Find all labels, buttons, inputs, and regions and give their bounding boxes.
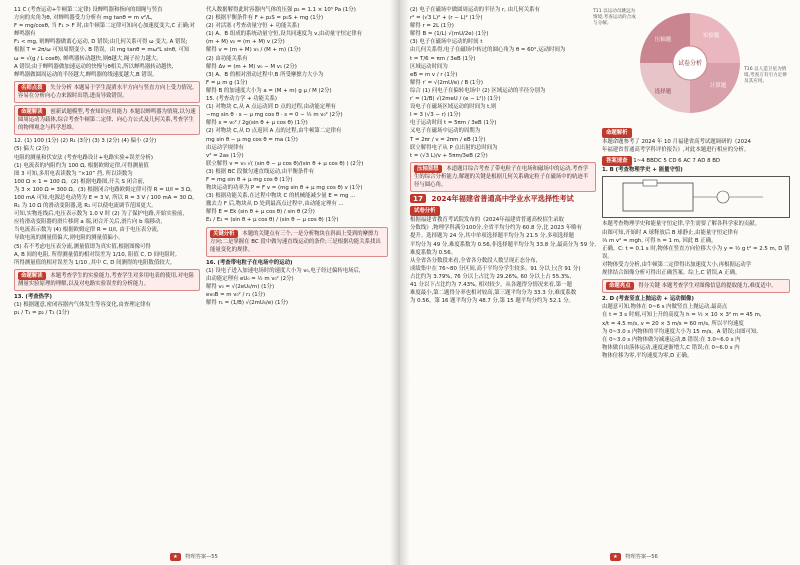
text-line: (1) 电流表的内阻约为 100 Ω, 根据欧姆定律,可得测量值 <box>14 162 149 169</box>
text-line: 解得 v₀ = √(2eU₀/m) (1分) <box>206 284 275 291</box>
mindmap-node: 选择题 <box>654 89 672 95</box>
text-line: ev₀B = m v₀² / r₁ (1分) <box>206 292 266 299</box>
text-line: 解得 r′ = √(2mU/e) / B (1分) <box>410 79 483 86</box>
section-title <box>410 195 596 203</box>
circuit-diagram <box>602 176 790 218</box>
text-line: 物体做自由落体运动,速度逐渐增大,C 错误;在 0~6.0 s 内 <box>602 344 740 351</box>
intro-badge: 命题解析 <box>602 128 632 138</box>
text-line: E₁ / E₂ = (sin θ + μ cos θ) / (sin θ − μ cos θ) (1分) <box>206 217 339 224</box>
q1-heading: 1. B (考查物理学史 + 能量守恒) <box>602 167 683 174</box>
text-line: 可知,实物连线后,电压表示数为 1.0 V 时 (2) 为了保护电路,开始实验前, <box>14 211 185 218</box>
text-line: r′ = (1/B) √(2meU / (e − L²)) (1分) <box>410 96 501 103</box>
text-line: 12. (1) 100 (1分) (2) R₁ (3分) (3) 3 (2分) (4) 偏小 (2分) <box>14 138 157 145</box>
mindmap-node: 压轴题 <box>654 37 672 43</box>
answer-key: 1~4 BBDC 5 CD 6 AC 7 AD 8 BD <box>633 158 721 165</box>
text-line: A, B 间的电阻, 所得测量值的相对误差为 1/10, 阻值 C, D 间电阻时, <box>14 251 177 258</box>
text-line: 综合 (1) 问电子在偏转电场中 (2) 区域运动的半径分别为 <box>410 87 546 94</box>
text-line: 在 t = 3 s 时刻,可知上升的高度为 h = ½ × 10 × 3² m = 45 m, <box>602 312 762 319</box>
text-line: 规律结合图像分析可得出正确答案。综上,C 错误,A 正确。 <box>602 270 741 277</box>
text-line: 由几何关系得,电子在磁场中转过的圆心角为 θ = 60°,运动时间为 <box>410 47 566 54</box>
text-line: (2) 根据平衡条件有 F + p₂S = p₀S + mg (1分) <box>206 15 324 22</box>
mindmap-center: 试卷分析 <box>677 60 703 67</box>
text-line: 解得 E = Ek (sin θ + μ cos θ) / sin θ (2分) <box>206 209 315 216</box>
tip-badge: 名师点拨 <box>18 84 46 92</box>
tip-badge: 关键分析 <box>210 230 238 238</box>
text-line: 由题意可知,物体在 0~6 s 内做竖直上抛运动,最高点 <box>602 304 728 311</box>
text-line: (3) A、B 的相对滑动过程中,B 所受摩擦力大小为 <box>206 71 324 78</box>
publisher-logo: ★ <box>170 553 181 561</box>
text-line: 图 3 可知,多用电表读数为 “×10” 挡, 所以读数为 <box>14 170 133 177</box>
text-line: 成绩集中在 76~80 分区间,高于平均分学生较多。91 分以上(含 91 分) <box>410 265 581 272</box>
text-line: 为 3 × 100 Ω = 300 Ω。(3) 根据闭合电路欧姆定律可得 R = U/I = 3 Ω。 <box>14 186 196 193</box>
text-line: 电子运动时间 t = 5πm / 3eB (1分) <box>410 120 497 127</box>
text-line: F = mg sin θ + μ mg cos θ (1分) <box>206 176 293 183</box>
mindmap-graphic <box>593 5 788 123</box>
publisher-logo: ★ <box>610 553 621 561</box>
left-column-1 <box>14 6 200 317</box>
tip-badge: 命题解读 <box>18 272 46 280</box>
text-line: 解得 s = v₀² / 2g(sin θ + μ cos θ) (1分) <box>206 120 308 127</box>
text-line: 100 Ω × 1 = 100 Ω。(2) 根据电路图,开关 S 闭合前, <box>14 178 145 185</box>
text-line: 根据福建省教育考试院发布的《2024年福建省普通高校招生录取 <box>410 217 564 224</box>
q16-continued <box>410 6 596 160</box>
q13-heading: 13. (考查热学) <box>14 294 52 300</box>
text-line: 提升。选择题为 24 分,其中单项选择题平均分为 21.5 分,多项选择题 <box>410 233 574 240</box>
text-line: 为 0.56。第 16 题平均分为 48.7 分,第 15 题平均分约为 52.1 分。 <box>410 298 574 305</box>
tip-text: 创新试题模型,考查知识应用能力 本题以蝉鸣器为情境,以匀速圆周运动为载体,综合考查牛顿第二定律、向心力公式及几何关系,考查学生的物理观念与科学思维。 <box>18 109 196 132</box>
text-line: 物体位移为零,平均速度为零,D 正确。 <box>602 352 693 359</box>
page-number: 物理答案—55 <box>185 554 218 560</box>
text-line: 由图可知,开始时 A 球释放后 B 球静止,由能量守恒定律有 <box>602 229 739 236</box>
text-line: 本题考查物理学史和能量守恒定律,学生需要了解各科学家的贡献。 <box>602 221 761 228</box>
text-line: T = 2πr / v = 2πm / eB (1分) <box>410 136 486 143</box>
text-line: (3) 电子在磁场中运动的时间 t <box>410 39 483 46</box>
circuit-svg <box>603 177 789 217</box>
q1-answer <box>602 220 790 260</box>
q11-answer <box>14 6 200 79</box>
text-line: 方向的夹角为θ, 对蝉鸣器受力分析有 mg tanθ = m v²/L, <box>14 15 153 22</box>
tip-text: 失分分析 本题易于学生混淆水平方向与竖直方向上受力情况,容易在分析向心力来源时出错,进而导致错误。 <box>18 84 194 99</box>
intro-text <box>602 138 790 154</box>
text-line: (1) 根据题意,密闭容器内气体发生等容变化,由查理定律有 <box>14 302 151 309</box>
tip-box <box>410 162 596 192</box>
text-line: (3) 根据功能关系,在过程中物块 C 的机械能减少量 E = mg ... <box>206 193 356 200</box>
text-line: R₁ 为 10 Ω 的滑动变阻器,选 R₁ 可以使电流调节范围更大。 <box>14 203 157 210</box>
exam-review <box>410 216 596 305</box>
text-line: 难度系数为 0.56。 <box>410 249 457 256</box>
page-footer <box>610 553 658 561</box>
text-line: 导致电流的测量值偏大,则电阻的测量值偏小。 <box>14 235 124 242</box>
mindmap-node: 实验题 <box>702 33 720 39</box>
text-line: 41 分以下占比约为 7.43%, 相对较少。从各题得分情况来看,第一题 <box>410 282 572 288</box>
text-line: 11 C (考查运动+牛顿第二定律) 设蝉鸣器和指向的细绳与竖直 <box>14 7 163 13</box>
tip-box <box>14 269 200 291</box>
text-line: F = μ m g (1分) <box>206 79 248 86</box>
text-line: −mg sin θ · s − μ mg cos θ · s = 0 − ½ m v₀² (2分) <box>206 112 343 119</box>
text-line: (5) 偏大 (2分) <box>14 146 49 153</box>
section-number: 17 <box>410 194 426 203</box>
q14-15-answer <box>206 6 388 225</box>
tip-text: 本题的关键点有三个,一是分析物块在斜面上受到的摩擦力方向;二是掌握在 BC 段中做匀速直线运动的条件;三是根据功能关系找出能量变化的规律。 <box>210 230 381 253</box>
tip-badge: 压轴猜想 <box>414 165 442 173</box>
tip-text: 本题考查学生的实验能力,考查学生对多用电表的使用,对电阻测量实验原理的理解,以及对电路实验误差的分析能力。 <box>18 272 194 287</box>
tip-badge: 命题解读 <box>18 108 46 116</box>
tip-text: 得分关键 本题考查学生对图像信息的提取能力,难度适中。 <box>638 283 777 290</box>
text-line: 由运动学规律有 <box>206 144 244 151</box>
tip-badge: 命题亮点 <box>606 282 634 290</box>
text-line: 平均分为 49 分,难度系数为 0.56,非选择题平均分为 33.8 分,最高分为 59 分, <box>410 241 596 248</box>
text-line: r² = (√3 L)² + (r − L)² (1分) <box>410 15 483 22</box>
text-line: 当电流表示数为 (4) 根据欧姆定律 R = U/I, 由于电压表分流, <box>14 227 159 234</box>
text-line: 解得 B 的加速度大小为 a = (M + m) g μ / M (2分) <box>206 87 332 94</box>
answer-badge: 答案速查 <box>602 156 632 166</box>
text-line: (2) 由功能关系有 <box>206 55 248 62</box>
text-line: v² = 2as (1分) <box>206 152 244 159</box>
text-line: (1) 设电子进入加速电场时的速度大小为 v₀,电子经过偏转电场后, <box>206 267 361 274</box>
text-line: 联立解得 v = v₀ √( (sin θ − μ cos θ)/(sin θ + μ cos θ) ) (2分) <box>206 160 364 167</box>
review-badge: 试卷分析 <box>410 206 440 216</box>
text-line: 联立解得电子从 P 点出射的总时间为 <box>410 144 498 151</box>
text-line: 由动能定理有 eU₀ = ½ m v₀² (2分) <box>206 276 294 282</box>
text-line: (m + M) v₀ = (m + M) v (2分) <box>206 39 285 46</box>
text-line: 蝉鸣器做圆周运动的半径越大,蝉鸣器的线速度越大,B 错误。 <box>14 71 158 78</box>
text-line: 区域运动时间为 <box>410 63 448 70</box>
q1-answer-tail <box>602 261 790 277</box>
text-line: x/t = 4.5 m/s, v = 20 × 3 m/s = 60 m/s, 所以平均速度 <box>602 320 744 327</box>
text-line: 解得 Δv = (m + M) v₀ − M v₁ (2分) <box>206 63 297 70</box>
text-line: (2) 电子在磁场中做圆周运动的半径为 r, 由几何关系有 <box>410 7 540 13</box>
text-line: p₁ / T₁ = p₂ / T₂ (1分) <box>14 310 70 317</box>
text-line: 解得 B = (1/L) √(mU/2e) (1分) <box>410 31 489 38</box>
right-column-1 <box>410 6 596 305</box>
text-line: 又电子在磁场中运动的周期为 <box>410 128 481 135</box>
text-line: 应将滑动变阻器的滑片移到 a 端,闭合开关后,滑片向 b 端移动, <box>14 219 163 226</box>
text-line: A 错误;由于蝉鸣器做加速运动的快慢与θ相关,所以蝉鸣器转动越快, <box>14 63 174 70</box>
tip-text: 本道题目综合考查了带电粒子在电场和磁场中的运动,考查学生的综合分析能力,解题的关键是根据几何关系确定粒子在磁场中的轨迹半径与圆心角。 <box>414 165 589 188</box>
section-title-text: 2024年福建省普通高中学业水平选择性考试 <box>431 194 574 204</box>
text-line: 电阻的测量和伏安法 (考查电路设计+电路实验+误差分析) <box>14 154 153 161</box>
text-line: 解得 v = (m + M) v₀ / (M + m) (1分) <box>206 47 301 54</box>
text-line: 15. (考查动力学 + 功能关系) <box>206 96 277 103</box>
text-line: 物块运动的功率为 P = F v = (mg sin θ + μ mg cos θ) v (1分) <box>206 185 363 192</box>
text-line: 在 0~3.0 s 内物体做匀减速运动,B 错误;在 3.0~6.0 s 内 <box>602 336 741 343</box>
text-line: 为 0~3.0 s 内物体的平均速度大小为 15 m/s。A 错误;由图可知, <box>602 328 758 335</box>
tip-box <box>14 105 200 135</box>
text-line: 代入数据解得此时容器内气体的压强 p₂ = 1.1 × 10⁵ Pa (1分) <box>206 7 356 13</box>
text-line: (3) 根据 BC 段做匀速直线运动,由平衡条件有 <box>206 168 315 175</box>
text-line: 分数线》,物理学科满分100分,全省平均分约为 60.8 分,比 2023 年略有 <box>410 225 582 232</box>
right-column-2 <box>602 128 790 360</box>
q12-answer <box>14 137 200 267</box>
text-line: (2) 对物块 C,从 D 点返回 A 点的过程,由牛顿第二定律有 <box>206 128 342 135</box>
text-line: 100 mA 可知,电源总电动势为 E = 3 V, 所以 R = 3 V / 100 mA = 30 Ω。 <box>14 194 198 201</box>
q13-answer <box>14 301 200 317</box>
tip-box <box>206 227 388 257</box>
text-line: 本题命题参考了 2024 年 10 月福建省高考试题调研的《2024 <box>602 139 751 146</box>
right-page <box>400 0 800 565</box>
text-line: 占比约为 3.79%, 76 分以上占比为 29.26%, 60 分以上占 55.3%, <box>410 273 572 280</box>
text-line: I = 3 (√3 − r) (1分) <box>410 112 461 119</box>
page-number: 物理答案—56 <box>625 554 658 560</box>
mindmap-note: T11 以运动员跳远为情境,考查运动的合成与分解。 <box>593 9 636 26</box>
text-line: eB = m v / r (1分) <box>410 71 458 78</box>
text-line: 对物体受力分析,由牛顿第二定律得出加速度大小,再根据运动学 <box>602 261 751 268</box>
text-line: 设电子在磁场区域运动的时间为 t,则 <box>410 104 497 111</box>
text-line: F₁ < mg, 则蝉鸣器做离心运动, D 错误;由几何关系可得 ω 变大, A 错误; <box>14 39 188 46</box>
text-line: 撤去力 F 后,物块从 D 处到最高点过程中,由动能定理有 ... <box>206 201 344 208</box>
text-line: (5) 若不考虑电压表分流,测量值即为真实值,根据图像可得 <box>14 243 151 250</box>
text-line: 所得测量值的相对误差为 1/10 ,其中 C, D 间测得的电阻数值较大。 <box>14 259 176 266</box>
text-line: 解得 r₁ = (1/B) √(2mU₀/e) (1分) <box>206 300 288 307</box>
mindmap-note: T16 以人造卫星为情境,考查万有引力定律及其应用。 <box>744 67 787 84</box>
q16-heading: 16. (考查带电粒子在电场中的运动) <box>206 259 293 266</box>
text-line: t = (√3 L)/v + 5πm/3eB (2分) <box>410 152 488 159</box>
text-line: (2) 对活塞 (考查动量守恒 + 功能关系) <box>206 23 300 30</box>
text-line: 年福建省普通高考学科评价报告》,对此本题进行相应的分析。 <box>602 147 750 154</box>
mindmap-node: 计算题 <box>709 83 727 89</box>
text-line: (1) 对物块 C,从 A 点运动到 D 点的过程,由动能定理有 <box>206 104 336 111</box>
text-line: ⅓ m v² = mgh, 可得 h = 1 m, 因此 B 正确。 <box>602 237 717 244</box>
text-line: mg sin θ − μ mg cos θ = ma (1分) <box>206 136 298 143</box>
text-line: 从全省各分数段来看,全省各分数段人数呈现正态分布, <box>410 257 538 264</box>
q2-answer <box>602 303 790 360</box>
tip-box <box>14 81 200 103</box>
q16-answer <box>206 267 388 307</box>
left-column-2 <box>206 6 388 307</box>
text-line: t = T/6 = πm / 3eB (1分) <box>410 55 476 62</box>
text-line: 难度最小,第二题得分率也相对较高,第三题平均分为 33.3 分,难度系数 <box>410 290 577 297</box>
page-footer <box>170 553 218 561</box>
tip-box <box>602 279 790 293</box>
text-line: (1) A、B 组成的系统动量守恒,设共同速度为 v,由动量守恒定律有 <box>206 31 363 38</box>
text-line: F = mg/cosθ, 当 F₁ > F 时,由牛顿第二定律可知向心加速度变大,C 正确;对蝉鸣器有 <box>14 23 195 38</box>
q2-heading: 2. D (考查竖直上抛运动 + 运动图像) <box>602 296 694 303</box>
text-line: 解得 r = 2L (1分) <box>410 23 454 30</box>
text-line: 正确。C: t = 0.1 s 时,物体在竖直方向位移大小为 y = ½ g t² = 2.5 m, D 错误。 <box>602 245 790 260</box>
text-line: ω = √(g / L cosθ), 蝉鸣器转动越快,则θ越大,绳子拉力越大。 <box>14 55 162 62</box>
text-line: 根据 T = 2π/ω 可知周期变小, B 错误。由 mg tanθ = mω²L sinθ, 可知 <box>14 47 190 54</box>
